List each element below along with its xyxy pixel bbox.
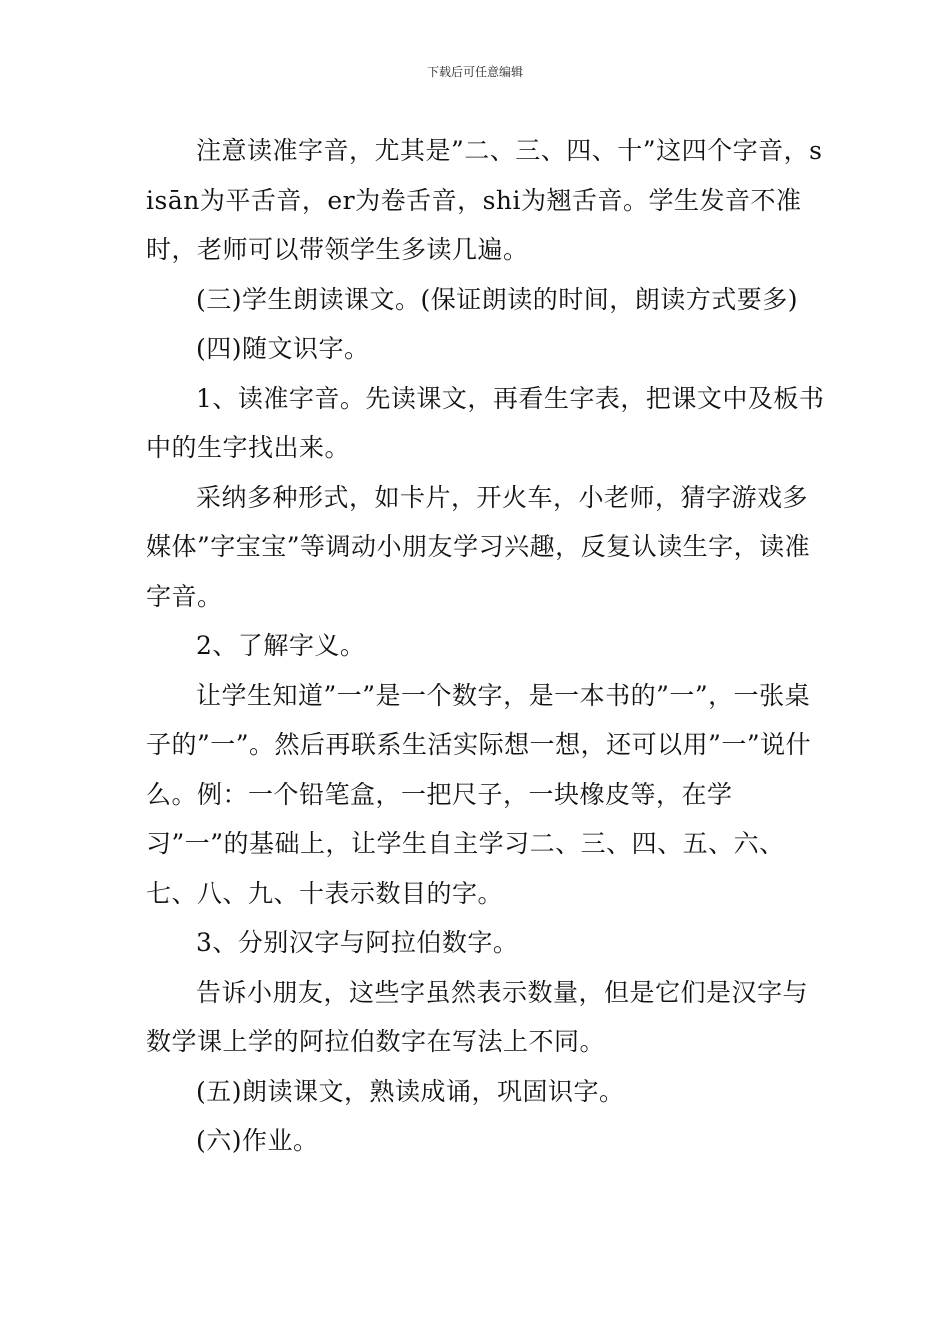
paragraph-step-three: 3、分别汉字与阿拉伯数字。: [196, 928, 519, 957]
paragraph-arabic-numerals: 告诉小朋友，这些字虽然表示数量，但是它们是汉字与数学课上学的阿拉伯数字在写法上不同。: [146, 977, 809, 1056]
paragraph-step-two: 2、了解字义。: [196, 631, 366, 660]
document-body: [146, 126, 826, 1166]
paragraph-section-five: (五)朗读课文，熟读成诵，巩固识字。: [196, 1076, 625, 1106]
paragraph-pronunciation-note: 注意读准字音，尤其是”二、三、四、十”这四个字音，sisān为平舌音，er为卷舌音，shi为翘舌音。学生发音不准时，老师可以带领学生多读几遍。: [146, 136, 823, 264]
paragraph-section-six: (六)作业。: [196, 1126, 319, 1155]
page-header: 下载后可任意编辑: [426, 65, 523, 79]
paragraph-section-four: (四)随文识字。: [196, 334, 370, 363]
paragraph-section-three: (三)学生朗读课文。(保证朗读的时间，朗读方式要多): [196, 284, 799, 314]
paragraph-number-meaning: 让学生知道”一”是一个数字，是一本书的”一”，一张桌子的”一”。然后再联系生活实际想一想，还可以用”一”说什么。例：一个铅笔盒，一把尺子，一块橡皮等，在学习”一”的基础上，让学生自主学习二、三、四、五、六、七、八、九、十表示数目的字。: [146, 680, 812, 908]
paragraph-methods: 采纳多种形式，如卡片，开火车，小老师，猜字游戏多媒体”字宝宝”等调动小朋友学习兴趣，反复认读生字，读准字音。: [146, 482, 811, 611]
paragraph-step-one: 1、读准字音。先读课文，再看生字表，把课文中及板书中的生字找出来。: [146, 383, 825, 462]
